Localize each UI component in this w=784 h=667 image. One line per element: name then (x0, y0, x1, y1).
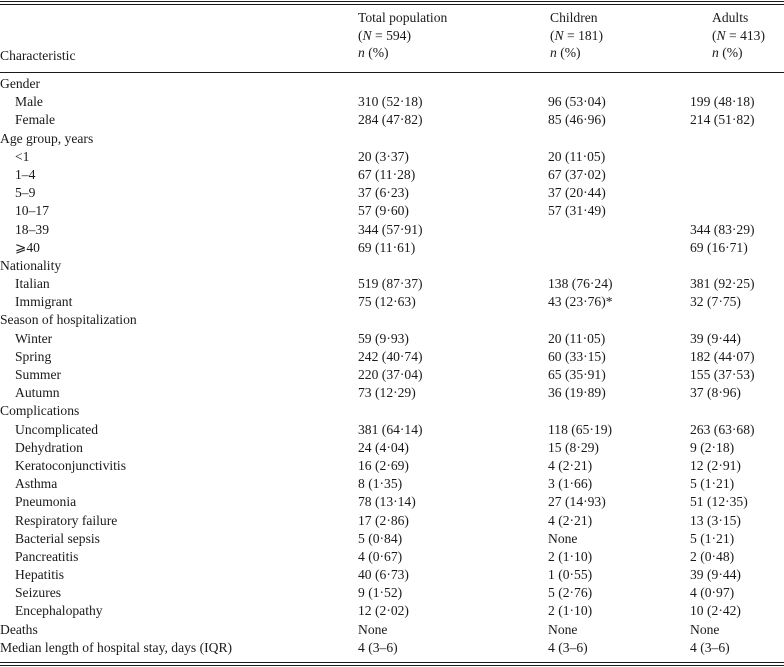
cell-adults: 214 (51·82) (690, 112, 755, 128)
table-row (0, 566, 784, 584)
row-label: Gender (0, 76, 41, 91)
cell-total: 242 (40·74) (358, 348, 423, 364)
cell-adults: 5 (1·21) (690, 476, 735, 492)
cell-children: 1 (0·55) (548, 567, 593, 583)
row-label: Complications (0, 403, 80, 419)
table-row (0, 221, 784, 239)
row-label: Pancreatitis (15, 548, 79, 564)
table-row (0, 439, 784, 457)
header-adults (712, 9, 765, 62)
cell-adults: 2 (0·48) (690, 548, 735, 564)
cell-adults: None (690, 621, 720, 637)
table-body (0, 75, 784, 657)
cell-total: None (358, 621, 388, 637)
cell-total: 5 (0·84) (358, 530, 403, 546)
cell-adults: 182 (44·07) (690, 348, 755, 364)
cell-adults: 9 (2·18) (690, 439, 735, 455)
cell-total: 284 (47·82) (358, 112, 423, 128)
row-label: Immigrant (15, 294, 73, 310)
row-label: Bacterial sepsis (15, 530, 100, 546)
table-row (0, 475, 784, 493)
header-children (550, 9, 603, 62)
table-row (0, 421, 784, 439)
cell-adults: 263 (63·68) (690, 421, 755, 437)
table-row (0, 330, 784, 348)
cell-total: 40 (6·73) (358, 567, 409, 583)
cell-children: 60 (33·15) (548, 348, 606, 364)
cell-total: 9 (1·52) (358, 585, 403, 601)
table-row (0, 348, 784, 366)
table-row (0, 275, 784, 293)
top-rule-outer (0, 1, 784, 2)
cell-adults: 4 (0·97) (690, 585, 735, 601)
cell-total: 17 (2·86) (358, 512, 409, 528)
cell-adults: 199 (48·18) (690, 94, 755, 110)
table-header (0, 9, 784, 69)
cell-children: 57 (31·49) (548, 203, 606, 219)
header-children-unit: n (%) (550, 45, 581, 60)
table-section-row (0, 130, 784, 148)
cell-adults: 32 (7·75) (690, 294, 741, 310)
bottom-rule-outer (0, 665, 784, 666)
cell-adults: 344 (83·29) (690, 221, 755, 237)
header-adults-name: Adults (712, 10, 749, 25)
table-row (0, 93, 784, 111)
cell-adults: 12 (2·91) (690, 457, 741, 473)
cell-total: 310 (52·18) (358, 94, 423, 110)
cell-total: 12 (2·02) (358, 603, 409, 619)
row-label: <1 (15, 148, 30, 164)
row-label: Summer (15, 367, 62, 382)
header-total-population (358, 9, 447, 62)
cell-adults: 10 (2·42) (690, 603, 741, 619)
cell-children: 138 (76·24) (548, 276, 613, 292)
cell-adults: 51 (12·35) (690, 494, 748, 510)
bottom-rule-inner (0, 662, 784, 663)
row-label: Autumn (15, 385, 60, 401)
row-label: Nationality (0, 257, 62, 273)
cell-total: 78 (13·14) (358, 494, 416, 510)
table-row (0, 384, 784, 402)
table-row (0, 111, 784, 129)
table-row (0, 457, 784, 475)
cell-children: 27 (14·93) (548, 494, 606, 510)
row-label: Keratoconjunctivitis (15, 457, 126, 473)
cell-children: 20 (11·05) (548, 148, 606, 164)
header-total-n: (N = 594) (358, 27, 411, 43)
cell-children: 4 (2·21) (548, 457, 593, 473)
table-row (0, 530, 784, 548)
header-characteristic: Characteristic (0, 48, 76, 63)
cell-children: 36 (19·89) (548, 385, 606, 401)
row-label: Median length of hospital stay, days (IQR) (0, 639, 233, 655)
cell-total: 381 (64·14) (358, 421, 423, 437)
cell-children: 4 (2·21) (548, 512, 593, 528)
table-row (0, 184, 784, 202)
cell-children: 5 (2·76) (548, 585, 593, 601)
cell-total: 37 (6·23) (358, 185, 409, 201)
cell-adults: 69 (16·71) (690, 239, 748, 255)
row-label: Uncomplicated (15, 421, 99, 437)
row-label: ⩾40 (15, 239, 40, 255)
table-row (0, 366, 784, 384)
header-total-unit: n (%) (358, 45, 389, 60)
cell-children: 118 (65·19) (548, 421, 613, 437)
row-label: 1–4 (15, 166, 36, 182)
table-row (0, 602, 784, 620)
cell-children: 96 (53·04) (548, 94, 606, 110)
cell-total: 69 (11·61) (358, 239, 416, 255)
row-label: Female (15, 112, 56, 128)
row-label: Encephalopathy (15, 603, 103, 619)
header-adults-n: (N = 413) (712, 27, 765, 43)
cell-adults: 37 (8·96) (690, 385, 741, 401)
row-label: 10–17 (15, 203, 49, 219)
table-row (0, 512, 784, 530)
row-label: Hepatitis (15, 567, 65, 583)
cell-children: None (548, 621, 578, 637)
cell-adults: 39 (9·44) (690, 330, 741, 346)
row-label: 18–39 (15, 221, 49, 237)
row-label: Asthma (15, 476, 58, 492)
cell-total: 59 (9·93) (358, 330, 409, 346)
table-row (0, 293, 784, 311)
header-children-n: (N = 181) (550, 27, 603, 43)
cell-total: 73 (12·29) (358, 385, 416, 401)
table-row (0, 239, 784, 257)
cell-adults: 155 (37·53) (690, 367, 755, 382)
table-section-row (0, 621, 784, 639)
header-rule (0, 72, 784, 73)
row-label: Male (15, 94, 43, 110)
cell-children: 4 (3–6) (548, 639, 588, 655)
table-section-row (0, 402, 784, 420)
cell-children: 2 (1·10) (548, 548, 593, 564)
cell-adults: 4 (3–6) (690, 639, 730, 655)
cell-children: 15 (8·29) (548, 439, 599, 455)
cell-adults: 39 (9·44) (690, 567, 741, 583)
header-children-name: Children (550, 10, 598, 25)
header-adults-unit: n (%) (712, 45, 743, 60)
table-section-row (0, 75, 784, 93)
cell-children: 37 (20·44) (548, 185, 606, 201)
cell-adults: 13 (3·15) (690, 512, 741, 528)
cell-total: 67 (11·28) (358, 166, 416, 182)
table-section-row (0, 311, 784, 329)
cell-total: 220 (37·04) (358, 367, 423, 382)
table-row (0, 166, 784, 184)
row-label: Italian (15, 276, 50, 292)
cell-total: 24 (4·04) (358, 439, 409, 455)
cell-adults: 5 (1·21) (690, 530, 735, 546)
row-label: Deaths (0, 621, 38, 637)
row-label: 5–9 (15, 185, 36, 201)
row-label: Age group, years (0, 130, 94, 146)
cell-total: 16 (2·69) (358, 457, 409, 473)
row-label: Dehydration (15, 439, 83, 455)
table-row (0, 548, 784, 566)
cell-children: 85 (46·96) (548, 112, 606, 128)
cell-total: 8 (1·35) (358, 476, 403, 492)
table-row (0, 493, 784, 511)
cell-children: 43 (23·76)* (548, 294, 613, 310)
cell-total: 519 (87·37) (358, 276, 423, 292)
table-section-row (0, 257, 784, 275)
cell-children: 65 (35·91) (548, 367, 606, 382)
row-label: Pneumonia (15, 494, 77, 510)
cell-total: 4 (3–6) (358, 639, 398, 655)
row-label: Seizures (15, 585, 62, 601)
cell-children: 67 (37·02) (548, 166, 606, 182)
table-row (0, 584, 784, 602)
top-rule-inner (0, 4, 784, 5)
header-total-name: Total population (358, 10, 448, 25)
cell-children: None (548, 530, 578, 546)
cell-adults: 381 (92·25) (690, 276, 755, 292)
cell-total: 4 (0·67) (358, 548, 403, 564)
cell-total: 344 (57·91) (358, 221, 423, 237)
table-row (0, 148, 784, 166)
cell-total: 20 (3·37) (358, 148, 409, 164)
cell-total: 57 (9·60) (358, 203, 409, 219)
row-label: Respiratory failure (15, 512, 118, 528)
table-section-row (0, 639, 784, 657)
row-label: Season of hospitalization (0, 312, 137, 328)
cell-total: 75 (12·63) (358, 294, 416, 310)
row-label: Spring (15, 348, 52, 364)
row-label: Winter (15, 330, 53, 346)
cell-children: 3 (1·66) (548, 476, 593, 492)
cell-children: 2 (1·10) (548, 603, 593, 619)
table-row (0, 202, 784, 220)
cell-children: 20 (11·05) (548, 330, 606, 346)
